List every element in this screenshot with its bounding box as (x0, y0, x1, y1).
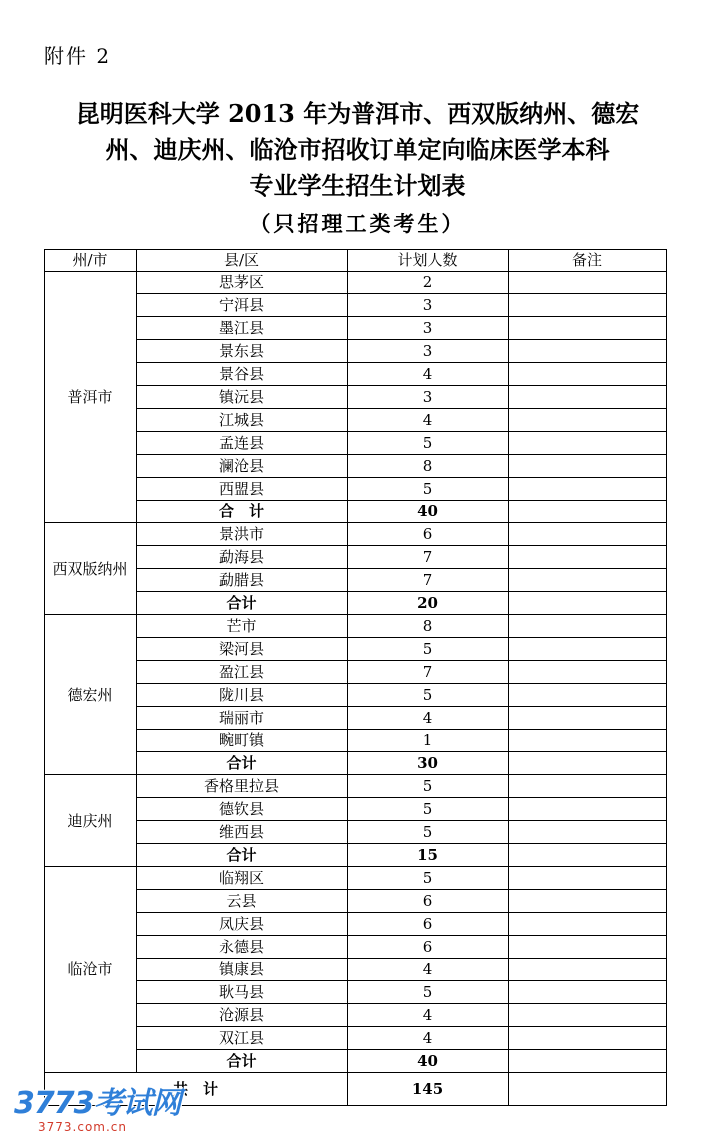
planned-count-cell: 6 (422, 937, 433, 956)
planned-count-cell: 7 (422, 571, 433, 590)
subtitle: （只招理工类考生） (249, 211, 466, 236)
remarks-cell (508, 500, 666, 523)
planned-count-cell: 6 (422, 525, 433, 544)
region-cell: 临沧市 (67, 960, 113, 979)
county-cell: 镇沅县 (218, 387, 264, 406)
county-cell: 香格里拉县 (203, 777, 279, 796)
subtotal-value: 30 (417, 754, 438, 773)
remarks-cell (508, 523, 666, 546)
planned-count-cell: 8 (422, 616, 433, 635)
title-line-1: 昆明医科大学 2013 年为普洱市、西双版纳州、德宏 (75, 99, 640, 128)
planned-count-cell: 4 (422, 960, 433, 979)
watermark-brand: 3773考试网 (14, 1086, 181, 1121)
remarks-cell (508, 363, 666, 386)
county-cell: 江城县 (218, 410, 264, 429)
planned-count-cell: 5 (422, 639, 433, 658)
header-planned: 计划人数 (397, 251, 458, 269)
title-line-3: 专业学生招生计划表 (249, 171, 466, 200)
county-cell: 维西县 (218, 823, 264, 842)
grand-total-value: 145 (411, 1080, 444, 1098)
county-cell: 陇川县 (218, 685, 264, 704)
remarks-cell (508, 1004, 666, 1027)
table-rule (136, 249, 137, 1073)
remarks-cell (508, 889, 666, 912)
planned-count-cell: 5 (422, 983, 433, 1002)
enrollment-plan-table (44, 249, 666, 1111)
remarks-cell (508, 1027, 666, 1050)
subtotal-label: 合计 (226, 594, 257, 613)
county-cell: 勐腊县 (218, 571, 264, 590)
subtotal-value: 15 (417, 845, 438, 864)
county-cell: 孟连县 (218, 433, 264, 452)
county-cell: 澜沧县 (218, 456, 264, 475)
planned-count-cell: 3 (422, 387, 433, 406)
county-cell: 思茅区 (218, 273, 264, 292)
region-cell: 迪庆州 (67, 811, 113, 830)
county-cell: 宁洱县 (218, 296, 264, 315)
county-cell: 芒市 (226, 616, 257, 635)
remarks-cell (508, 935, 666, 958)
remarks-cell (508, 729, 666, 752)
table-rule (347, 249, 348, 1106)
county-cell: 景谷县 (218, 365, 264, 384)
watermark-logo (14, 1078, 184, 1138)
planned-count-cell: 4 (422, 1029, 433, 1048)
region-cell: 西双版纳州 (52, 559, 128, 578)
subtotal-label: 合 计 (218, 502, 264, 521)
remarks-cell (508, 912, 666, 935)
planned-count-cell: 6 (422, 891, 433, 910)
county-cell: 墨江县 (218, 319, 264, 338)
table-rule (44, 249, 45, 1106)
remarks-cell (508, 683, 666, 706)
planned-count-cell: 5 (422, 868, 433, 887)
county-cell: 景东县 (218, 342, 264, 361)
remarks-cell (508, 958, 666, 981)
planned-count-cell: 5 (422, 823, 433, 842)
remarks-cell (508, 866, 666, 889)
grand-total-label: 共 计 (172, 1080, 218, 1098)
subtotal-value: 20 (417, 594, 438, 613)
county-cell: 沧源县 (218, 1006, 264, 1025)
remarks-cell (508, 981, 666, 1004)
remarks-cell (508, 1050, 666, 1073)
watermark-url: 3773.com.cn (38, 1120, 127, 1134)
planned-count-cell: 4 (422, 708, 433, 727)
county-cell: 畹町镇 (218, 731, 264, 750)
county-cell: 永德县 (218, 937, 264, 956)
region-cell: 普洱市 (67, 387, 113, 406)
remarks-cell (508, 386, 666, 409)
subtotal-value: 40 (417, 502, 438, 521)
title-line-2: 州、迪庆州、临沧市招收订单定向临床医学本科 (105, 135, 610, 164)
header-county: 县/区 (223, 251, 260, 269)
planned-count-cell: 2 (422, 273, 433, 292)
remarks-cell (508, 706, 666, 729)
county-cell: 耿马县 (218, 983, 264, 1002)
planned-count-cell: 3 (422, 342, 433, 361)
remarks-cell (508, 660, 666, 683)
remarks-cell (508, 844, 666, 867)
remarks-cell (508, 477, 666, 500)
remarks-cell (508, 569, 666, 592)
remarks-cell (508, 317, 666, 340)
planned-count-cell: 3 (422, 296, 433, 315)
planned-count-cell: 6 (422, 914, 433, 933)
planned-count-cell: 7 (422, 662, 433, 681)
county-cell: 镇康县 (218, 960, 264, 979)
region-cell: 德宏州 (67, 685, 113, 704)
remarks-cell (508, 340, 666, 363)
planned-count-cell: 4 (422, 365, 433, 384)
remarks-cell (508, 615, 666, 638)
table-rule (666, 249, 667, 1106)
county-cell: 景洪市 (218, 525, 264, 544)
planned-count-cell: 3 (422, 319, 433, 338)
remarks-cell (508, 431, 666, 454)
planned-count-cell: 8 (422, 456, 433, 475)
subtotal-label: 合计 (226, 1052, 257, 1071)
county-cell: 临翔区 (218, 868, 264, 887)
county-cell: 盈江县 (218, 662, 264, 681)
county-cell: 德钦县 (218, 800, 264, 819)
remarks-cell (508, 271, 666, 294)
planned-count-cell: 5 (422, 479, 433, 498)
county-cell: 凤庆县 (218, 914, 264, 933)
table-rule (44, 249, 666, 250)
planned-count-cell: 5 (422, 800, 433, 819)
remarks-cell (508, 294, 666, 317)
remarks-cell (508, 775, 666, 798)
county-cell: 梁河县 (218, 639, 264, 658)
county-cell: 瑞丽市 (218, 708, 264, 727)
county-cell: 云县 (226, 891, 257, 910)
planned-count-cell: 7 (422, 548, 433, 567)
county-cell: 勐海县 (218, 548, 264, 567)
remarks-cell (508, 546, 666, 569)
remarks-cell (508, 592, 666, 615)
remarks-cell (508, 798, 666, 821)
attachment-label: 附件 2 (44, 44, 112, 68)
planned-count-cell: 5 (422, 433, 433, 452)
subtotal-value: 40 (417, 1052, 438, 1071)
remarks-cell (508, 408, 666, 431)
subtotal-label: 合计 (226, 754, 257, 773)
table-rule (508, 249, 509, 1106)
subtotal-label: 合计 (226, 845, 257, 864)
header-remarks: 备注 (571, 251, 602, 269)
planned-count-cell: 5 (422, 685, 433, 704)
header-region: 州/市 (72, 251, 108, 269)
county-cell: 西盟县 (218, 479, 264, 498)
planned-count-cell: 5 (422, 777, 433, 796)
remarks-cell (508, 752, 666, 775)
county-cell: 双江县 (218, 1029, 264, 1048)
remarks-cell (508, 454, 666, 477)
planned-count-cell: 4 (422, 410, 433, 429)
planned-count-cell: 1 (422, 731, 433, 750)
remarks-cell (508, 1073, 666, 1106)
remarks-cell (508, 637, 666, 660)
remarks-cell (508, 821, 666, 844)
planned-count-cell: 4 (422, 1006, 433, 1025)
